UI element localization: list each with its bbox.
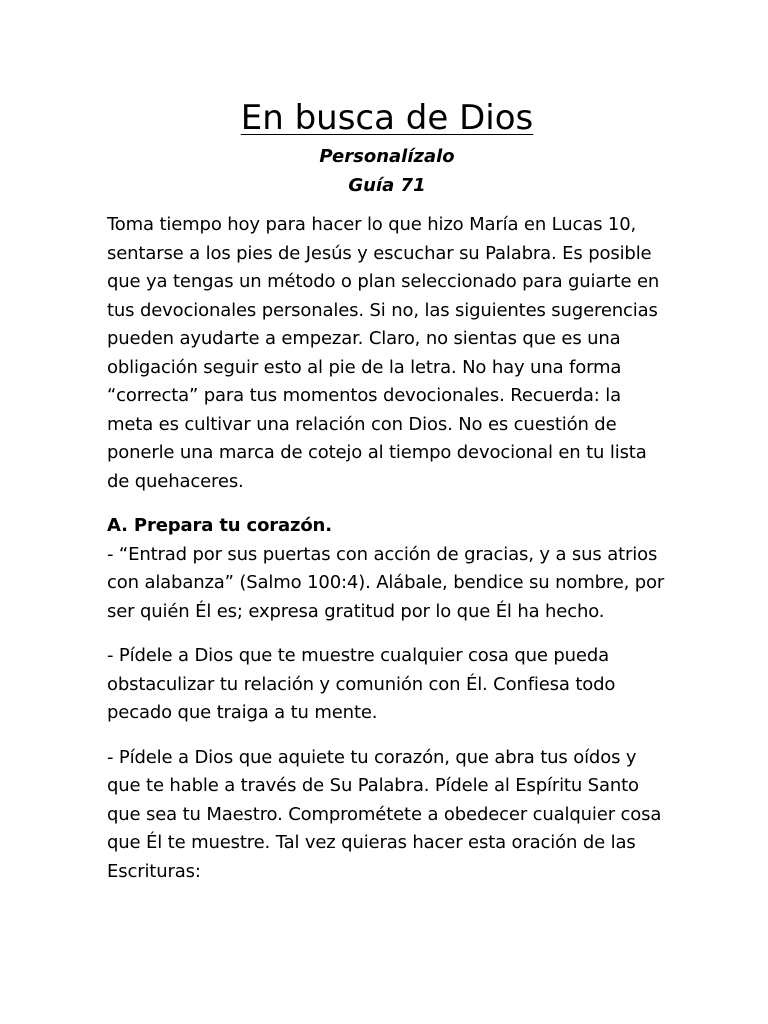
document-page (107, 96, 667, 886)
section-a (107, 512, 667, 626)
section-a-item-1: - “Entrad por sus puertas con acción de gracias, y a sus atrios con alabanza” (Salmo 100:4). Alábale, bendice su nombre, por ser quién Él es; expresa gratitud por lo que Él ha hecho. (107, 543, 665, 622)
guide-number: Guía 71 (348, 175, 426, 196)
document-title: En busca de Dios (240, 98, 534, 138)
section-a-item-2: - Pídele a Dios que te muestre cualquier cosa que pueda obstaculizar tu relación y comunión con Él. Confiesa todo pecado que traiga a tu mente. (107, 645, 616, 723)
intro-paragraph: Toma tiempo hoy para hacer lo que hizo María en Lucas 10, sentarse a los pies de Jesús y escuchar su Palabra. Es posible que ya tengas un método o plan seleccionado para guiarte en tus devocionales personales. Si no, las siguientes sugerencias pueden ayudarte a empezar. Claro, no sientas que es una obligación seguir esto al pie de la letra. No hay una forma “correcta” para tus momentos devocionales. Recuerda: la meta es cultivar una relación con Dios. No es cuestión de ponerle una marca de cotejo al tiempo devocional en tu lista de quehaceres. (107, 214, 660, 492)
document-subtitle: Personalízalo (319, 146, 455, 167)
section-a-item-3: - Pídele a Dios que aquiete tu corazón, que abra tus oídos y que te hable a través de Su Palabra. Pídele al Espíritu Santo que sea tu Maestro. Comprométete a obedecer cualquier cosa que Él te muestre. Tal vez quieras hacer esta oración de las Escrituras: (107, 746, 662, 882)
section-a-heading: A. Prepara tu corazón. (107, 515, 332, 536)
